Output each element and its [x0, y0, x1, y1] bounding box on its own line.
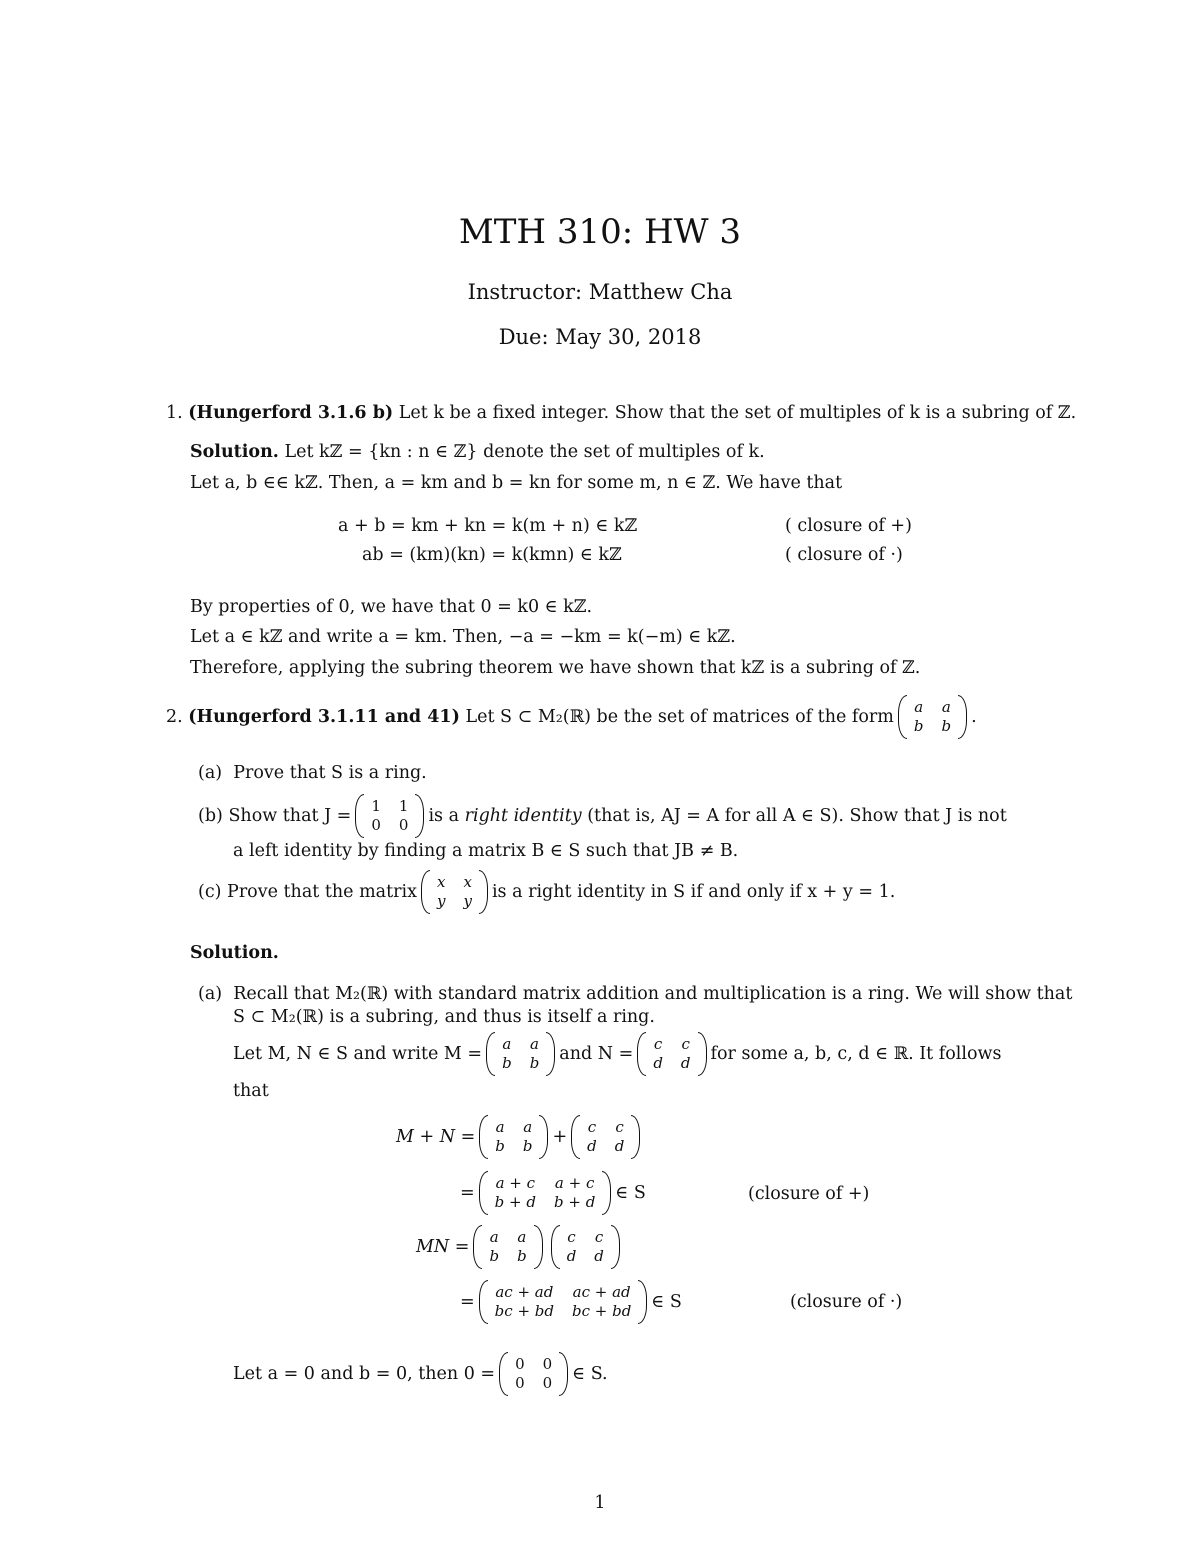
- part-text: Prove that the matrix: [227, 882, 417, 902]
- sol-a-let: [233, 1032, 1001, 1076]
- sum-result-matrix: a + c a + c b + d b + d: [479, 1171, 612, 1215]
- equals-sign: =: [460, 1183, 475, 1203]
- part-label: (c): [198, 882, 222, 902]
- xy-matrix: x x y y: [421, 870, 488, 914]
- emphasis: right identity: [464, 806, 582, 826]
- equals-sign: =: [460, 1292, 475, 1312]
- prod-matrix-b: c c d d: [551, 1225, 620, 1269]
- sol-a-line1: [198, 983, 1072, 1005]
- part-text: Prove that S is a ring.: [233, 763, 427, 783]
- sum-matrix-b: c c d d: [571, 1115, 640, 1159]
- plus-sign: +: [552, 1127, 568, 1147]
- solution-text: Let M, N ∈ S and write M =: [233, 1044, 483, 1064]
- part-label: (a): [198, 763, 223, 783]
- prod-result-matrix: ac + ad ac + ad bc + bd bc + bd: [479, 1280, 648, 1324]
- problem-2-statement: [166, 695, 977, 739]
- membership: ∈ S: [615, 1183, 646, 1203]
- part-b: [198, 794, 1007, 838]
- part-text: (that is, AJ = A for all A ∈ S). Show that J is not: [587, 806, 1007, 826]
- sol-a-that: that: [233, 1081, 269, 1101]
- page-number: 1: [594, 1493, 606, 1513]
- p1-solution-line1: [190, 441, 765, 463]
- p1-line4: Let a ∈ kℤ and write a = km. Then, −a = −km = k(−m) ∈ kℤ.: [190, 627, 736, 647]
- sum-equation: [396, 1115, 644, 1159]
- m-matrix: a a b b: [486, 1032, 555, 1076]
- solution-text: and N =: [559, 1044, 634, 1064]
- product-note: (closure of ·): [790, 1292, 903, 1312]
- sum-matrix-a: a a b b: [479, 1115, 548, 1159]
- due-date: Due: May 30, 2018: [498, 325, 702, 349]
- zero-element: [233, 1352, 608, 1396]
- part-label: (a): [198, 984, 223, 1004]
- sum-result: [460, 1171, 646, 1215]
- product-result: [460, 1280, 682, 1324]
- p1-equation-sum-note: ( closure of +): [785, 516, 912, 536]
- period: .: [971, 707, 977, 727]
- prod-matrix-a: a a b b: [473, 1225, 542, 1269]
- solution-label: Solution.: [190, 442, 279, 462]
- problem-1-statement: [166, 402, 1076, 424]
- p1-equation-product: ab = (km)(kn) = k(kmn) ∈ kℤ: [362, 545, 622, 565]
- p1-line5: Therefore, applying the subring theorem we have shown that kℤ is a subring of ℤ.: [190, 658, 921, 678]
- solution-text: Let kℤ = {kn : n ∈ ℤ} denote the set of multiples of k.: [284, 442, 765, 462]
- part-text: is a right identity in S if and only if x + y = 1.: [491, 882, 896, 902]
- problem-number: 1.: [166, 403, 183, 423]
- solution-text: for some a, b, c, d ∈ ℝ. It follows: [710, 1044, 1002, 1064]
- sol-a-line2: S ⊂ M₂(ℝ) is a subring, and thus is itself a ring.: [233, 1007, 655, 1027]
- equation-lhs: MN =: [416, 1237, 470, 1257]
- p1-equation-product-note: ( closure of ·): [785, 545, 903, 565]
- membership: ∈ S: [651, 1292, 682, 1312]
- solution-text: Let a = 0 and b = 0, then 0 =: [233, 1364, 496, 1384]
- part-text: Show that J =: [228, 806, 352, 826]
- problem-reference: (Hungerford 3.1.11 and 41): [188, 707, 460, 727]
- part-c: [198, 870, 895, 914]
- p1-line3: By properties of 0, we have that 0 = k0 ∈ kℤ.: [190, 597, 593, 617]
- solution-text: Recall that M₂(ℝ) with standard matrix addition and multiplication is a ring. We will show that: [233, 984, 1073, 1004]
- problem-reference: (Hungerford 3.1.6 b): [188, 403, 394, 423]
- part-a: [198, 762, 427, 784]
- problem-text: Let S ⊂ M₂(ℝ) be the set of matrices of the form: [465, 707, 894, 727]
- part-label: (b): [198, 806, 223, 826]
- problem-number: 2.: [166, 707, 183, 727]
- part-text: is a: [428, 806, 460, 826]
- product-equation: [416, 1225, 624, 1269]
- n-matrix: c c d d: [637, 1032, 706, 1076]
- sum-note: (closure of +): [748, 1184, 870, 1204]
- p1-solution-line2: Let a, b ∈∈ kℤ. Then, a = km and b = kn for some m, n ∈ ℤ. We have that: [190, 473, 843, 493]
- solution-text: ∈ S.: [572, 1364, 608, 1384]
- zero-matrix: 0 0 0 0: [499, 1352, 568, 1396]
- p1-equation-sum: a + b = km + kn = k(m + n) ∈ kℤ: [338, 516, 638, 536]
- problem-text: Let k be a fixed integer. Show that the set of multiples of k is a subring of ℤ.: [398, 403, 1077, 423]
- equation-lhs: M + N =: [396, 1127, 476, 1147]
- form-matrix: a a b b: [898, 695, 967, 739]
- instructor-line: Instructor: Matthew Cha: [467, 280, 733, 304]
- part-b-line2: a left identity by finding a matrix B ∈ S such that JB ≠ B.: [233, 841, 739, 861]
- p2-solution-label: Solution.: [190, 943, 279, 963]
- j-matrix: 1 1 0 0: [355, 794, 424, 838]
- page-title: MTH 310: HW 3: [458, 212, 742, 252]
